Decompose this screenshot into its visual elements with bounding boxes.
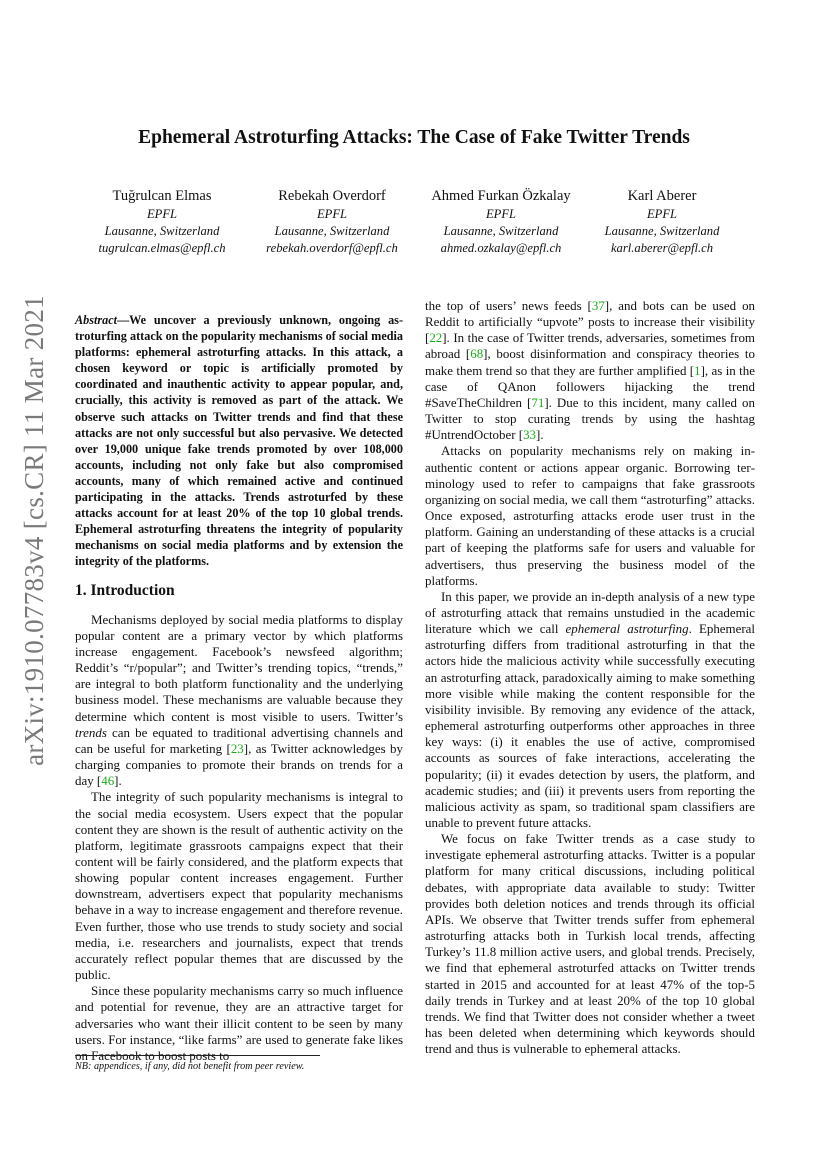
section-heading: 1. Introduction — [75, 581, 175, 599]
paragraph: Attacks on popularity mechanisms rely on making inauthentic content or actions appear organic. Borrowing terminology used to refer to campaigns that fake grassroots organizing on social media, we call them “astroturfing” attacks. Once exposed, astroturfing attacks erode user trust in the platform. Gaining an understanding of these attacks is a crucial part of keeping the platforms safe for users and valuable for advertisers, thus preserving the business model of the platforms. — [425, 443, 755, 588]
paragraph-text: In this paper, we provide an in-depth analysis of a new type of astroturfing attack that remains unstudied in the academic literature which we call — [425, 588, 755, 637]
paragraph-text: ], boost disinformation and conspiracy theories to make them trend so that they are further amplified [ — [425, 346, 755, 378]
citation-link[interactable]: 33 — [523, 427, 537, 443]
citation-link[interactable]: 71 — [531, 394, 545, 410]
paragraph-text: ], and bots can be used on Reddit to artificially “upvote” posts to increase their visibility [ — [425, 298, 756, 346]
paragraph-text: . Ephemeral astroturfing differs from traditional astroturfing in that the actors hide the malicious activity while successfully executing an astroturfing attack, paradoxically aiming to make something more visible while making the content responsible for the visibility invisible. By removing any evidence of the attack, ephemeral astroturfing outperforms other approaches in three key ways: (i) it enables the use of active, compromised accounts as sources of fake interactions, accelerating the popularity; (ii) it evades detection by users, the platform, and academic studies; and (iii) it prevents users from reporting the malicious activity as spam, so traditional spam classifiers are unable to prevent future attacks. — [425, 621, 755, 830]
paragraph: Since these popularity mechanisms carry so much influence and potential for revenue, they are an attractive target for adversaries who want their illicit content to be seen by many users. For instance, “like farms” are used to generate fake likes on Facebook to boost posts to — [75, 983, 403, 1063]
emphasis-text: trends — [75, 724, 107, 740]
paragraph-text: can be equated to traditional advertising channels and can be useful for marketing [ — [75, 724, 403, 756]
author-location: Lausanne, Switzerland — [104, 224, 220, 238]
paragraph-text: the top of users’ news feeds [ — [425, 298, 592, 313]
paragraph: The integrity of such popularity mechanisms is integral to the social media ecosystem. Users expect that the popular content they are shown is the result of authentic activity on the platform, legitimate grassroots campaigns expect that their content will be fairly considered, and the platform expects that showing popular content increases engagement. Further downstream, advertisers expect that popularity mechanisms behave in a way to increase engagement and therefore revenue. Even further, those who use trends to study society and social media, i.e. researchers and journalists, expect that trends accurately reflect popular themes that are discussed by the public. — [75, 789, 403, 983]
author-block — [251, 188, 413, 257]
right-column — [425, 298, 755, 1057]
author-name: Karl Aberer — [627, 188, 697, 204]
left-column — [75, 312, 403, 1064]
author-email: ahmed.ozkalay@epfl.ch — [440, 241, 562, 255]
abstract-text: —We uncover a previously unknown, ongoing astroturfing attack on the popularity mechanisms of social media platforms: ephemeral astroturfing attacks. In this attack, a chosen keyword or topic is artificially promoted by coordinated and inauthentic activity to appear popular, and, crucially, this activity is removed as part of the attack. We observe such attacks on Twitter trends and find that these attacks are not only successful but also pervasive. We detected over 19,000 unique fake trends promoted by over 108,000 accounts, including not only fake but also compromised accounts, many of which remained active and continued participating in the attacks. Trends astroturfed by these attacks account for at least 20% of the top 10 global trends. Ephemeral astroturfing threatens the integrity of popularity mechanisms on social media platforms and by extension the integrity of the platforms. — [75, 313, 403, 569]
citation-link[interactable]: 22 — [429, 330, 443, 346]
author-block — [420, 188, 582, 257]
author-name: Tuğrulcan Elmas — [112, 188, 212, 204]
author-block — [588, 188, 736, 257]
footnote-divider — [75, 1055, 320, 1056]
arxiv-identifier-text: arXiv:1910.07783v4 [cs.CR] 11 Mar 2021 — [18, 294, 49, 766]
citation-link[interactable]: 1 — [694, 362, 701, 378]
paragraph-text: ], as Twitter acknowledges by charging companies to promote their brands on trends for a day [ — [75, 740, 403, 789]
paragraph-text: ]. — [114, 773, 122, 789]
paragraph-text: ], as in the case of QAnon followers hijacking the trend #SaveTheChildren [ — [425, 362, 755, 410]
citation-link[interactable]: 46 — [101, 773, 115, 789]
paragraph-text: ]. Due to this incident, many called on Twitter to stop curating trends by using the hashtag #UntrendOctober [ — [425, 394, 755, 443]
citation-link[interactable]: 23 — [230, 740, 244, 756]
author-affiliation: EPFL — [316, 207, 348, 221]
citation-link[interactable]: 68 — [470, 346, 484, 362]
paragraph-text: ]. In the case of Twitter trends, adversaries, sometimes from abroad [ — [425, 330, 755, 362]
author-affiliation: EPFL — [485, 207, 517, 221]
author-location: Lausanne, Switzerland — [443, 224, 559, 238]
paragraph — [425, 589, 755, 831]
author-affiliation: EPFL — [646, 207, 678, 221]
abstract — [75, 312, 403, 570]
author-name: Rebekah Overdorf — [278, 188, 386, 204]
author-location: Lausanne, Switzerland — [274, 224, 390, 238]
paragraph-text: Mechanisms deployed by social media platforms to display popular content are a primary vector by which platforms increase engagement. Facebook’s newsfeed algorithm; Reddit’s “r/popular”; and Twitter’s trending topics, “trends,” are integral to both platform functionality and the underlying business model. These mechanisms are valuable because they determine which content is most visible to users. Twitter’s — [75, 611, 403, 724]
citation-link[interactable]: 37 — [591, 298, 605, 313]
author-location: Lausanne, Switzerland — [604, 224, 720, 238]
arxiv-identifier-stamp — [14, 210, 54, 850]
author-block — [82, 188, 242, 257]
abstract-label: Abstract — [75, 313, 117, 327]
author-email: rebekah.overdorf@epfl.ch — [266, 241, 398, 255]
author-email: karl.aberer@epfl.ch — [610, 241, 714, 255]
paper-title: Ephemeral Astroturfing Attacks: The Case of Fake Twitter Trends — [138, 127, 690, 148]
author-email: tugrulcan.elmas@epfl.ch — [98, 241, 226, 255]
emphasis-text: ephemeral astroturfing — [565, 621, 689, 637]
author-name: Ahmed Furkan Özkalay — [431, 188, 571, 204]
author-affiliation: EPFL — [146, 207, 178, 221]
footnote: NB: appendices, if any, did not benefit from peer review. — [75, 1061, 305, 1072]
paragraph — [425, 298, 755, 443]
paragraph: We focus on fake Twitter trends as a case study to investigate ephemeral astroturfing attacks. Twitter is a popular platform for many critical discussions, including political debates, with appropriate data available to study: Twitter provides both deletion notices and trends through its official APIs. We observe that Twitter trends suffer from ephemeral astroturfing attacks both in Turkish local trends, affecting Turkey’s 11.8 million active users, and global trends. Precisely, we find that ephemeral astroturfed attacks on Twitter trends started in 2015 and accounted for at least 47% of the top-5 daily trends in Turkey and at least 20% of the top 10 global trends. We find that Twitter does not consider whether a tweet has been deleted when determining which keywords should trend and thus is vulnerable to ephemeral attacks. — [425, 831, 755, 1057]
paragraph-text: ]. — [536, 427, 544, 443]
paragraph — [75, 612, 403, 790]
